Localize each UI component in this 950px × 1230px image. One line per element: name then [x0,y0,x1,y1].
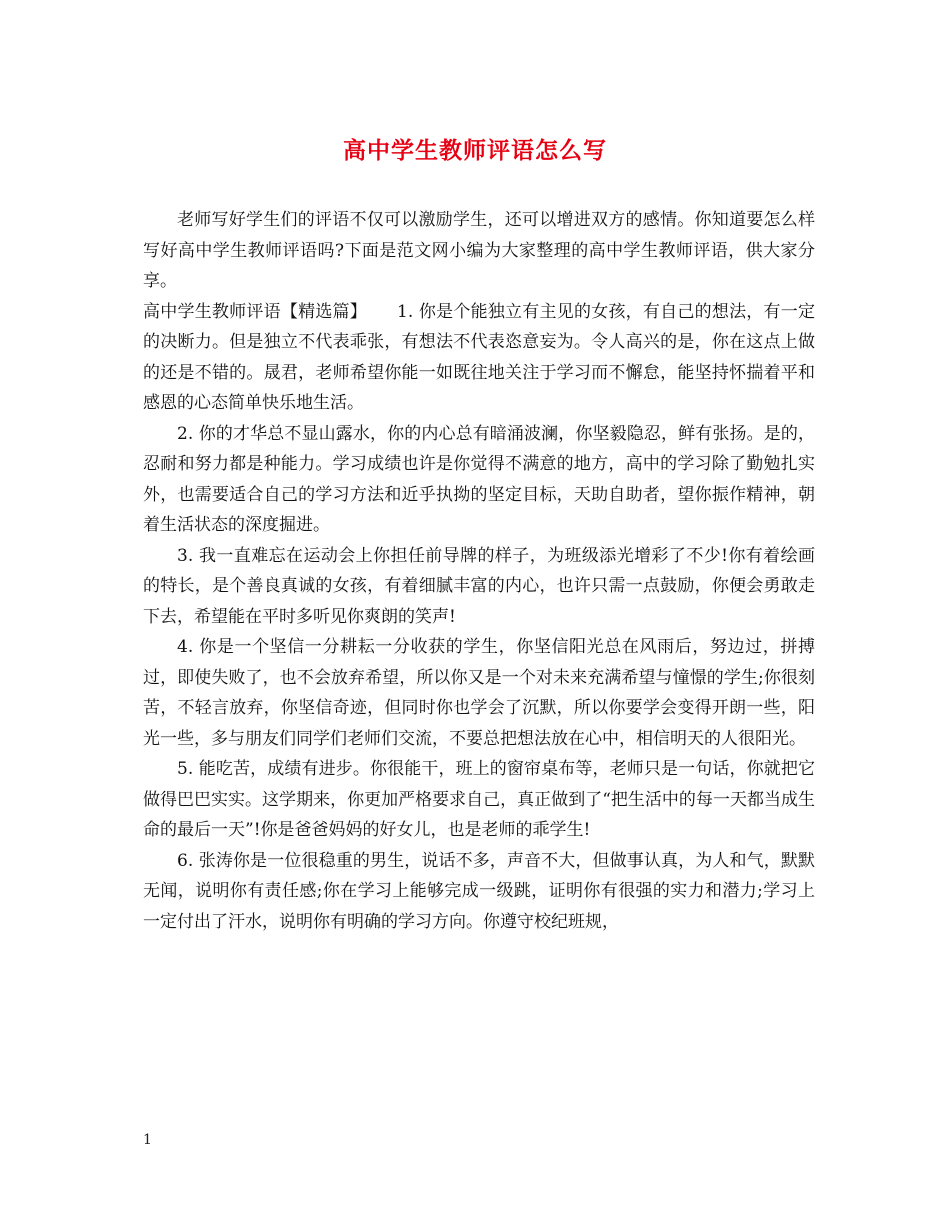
comment-item-2: 2. 你的才华总不显山露水，你的内心总有暗涌波澜，你坚毅隐忍，鲜有张扬。是的，忍耐和努力都是种能力。学习成绩也许是你觉得不满意的地方，高中的学习除了勤勉扎实外，也需要适合自己的学习方法和近乎执拗的坚定目标，天助自助者，望你振作精神，朝着生活状态的深度掘进。 [143,423,815,535]
comment-item-3: 3. 我一直难忘在运动会上你担任前导牌的样子，为班级添光增彩了不少!你有着绘画的特长，是个善良真诚的女孩，有着细腻丰富的内心，也许只需一点鼓励，你便会勇敢走下去，希望能在平时多听见你爽朗的笑声! [143,545,815,627]
section-paragraph [143,297,815,419]
document-title: 高中学生教师评语怎么写 [343,137,607,164]
comment-item-4: 4. 你是一个坚信一分耕耘一分收获的学生，你坚信阳光总在风雨后，努边过，拼搏过，即使失败了，也不会放弃希望，所以你又是一个对未来充满希望与憧憬的学生;你很刻苦，不轻言放弃，你坚信奇迹，但同时你也学会了沉默，所以你要学会变得开朗一些，阳光一些，多与朋友们同学们老师们交流，不要总把想法放在心中，相信明天的人很阳光。 [143,637,815,749]
intro-paragraph: 老师写好学生们的评语不仅可以激励学生，还可以增进双方的感情。你知道要怎么样写好高中学生教师评语吗?下面是范文网小编为大家整理的高中学生教师评语，供大家分享。 [143,210,815,291]
document-body [143,205,815,937]
section-label: 高中学生教师评语【精选篇】 [143,301,368,322]
comment-item-1: 1. 你是个能独立有主见的女孩，有自己的想法，有一定的决断力。但是独立不代表乖张，有想法不代表恣意妄为。令人高兴的是，你在这点上做的还是不错的。晟君，老师希望你能一如既往地关注于学习而不懈怠，能坚持怀揣着平和感恩的心态简单快乐地生活。 [143,301,816,413]
comment-item-5: 5. 能吃苦，成绩有进步。你很能干，班上的窗帘桌布等，老师只是一句话，你就把它做得巴巴实实。这学期来，你更加严格要求自己，真正做到了“把生活中的每一天都当成生命的最后一天”!你是爸爸妈妈的好女儿，也是老师的乖学生! [143,759,815,840]
comment-item-6: 6. 张涛你是一位很稳重的男生，说话不多，声音不大，但做事认真，为人和气，默默无闻，说明你有责任感;你在学习上能够完成一级跳，证明你有很强的实力和潜力;学习上一定付出了汗水，说明你有明确的学习方向。你遵守校纪班规， [143,850,815,932]
page-number: 1 [143,1132,152,1148]
